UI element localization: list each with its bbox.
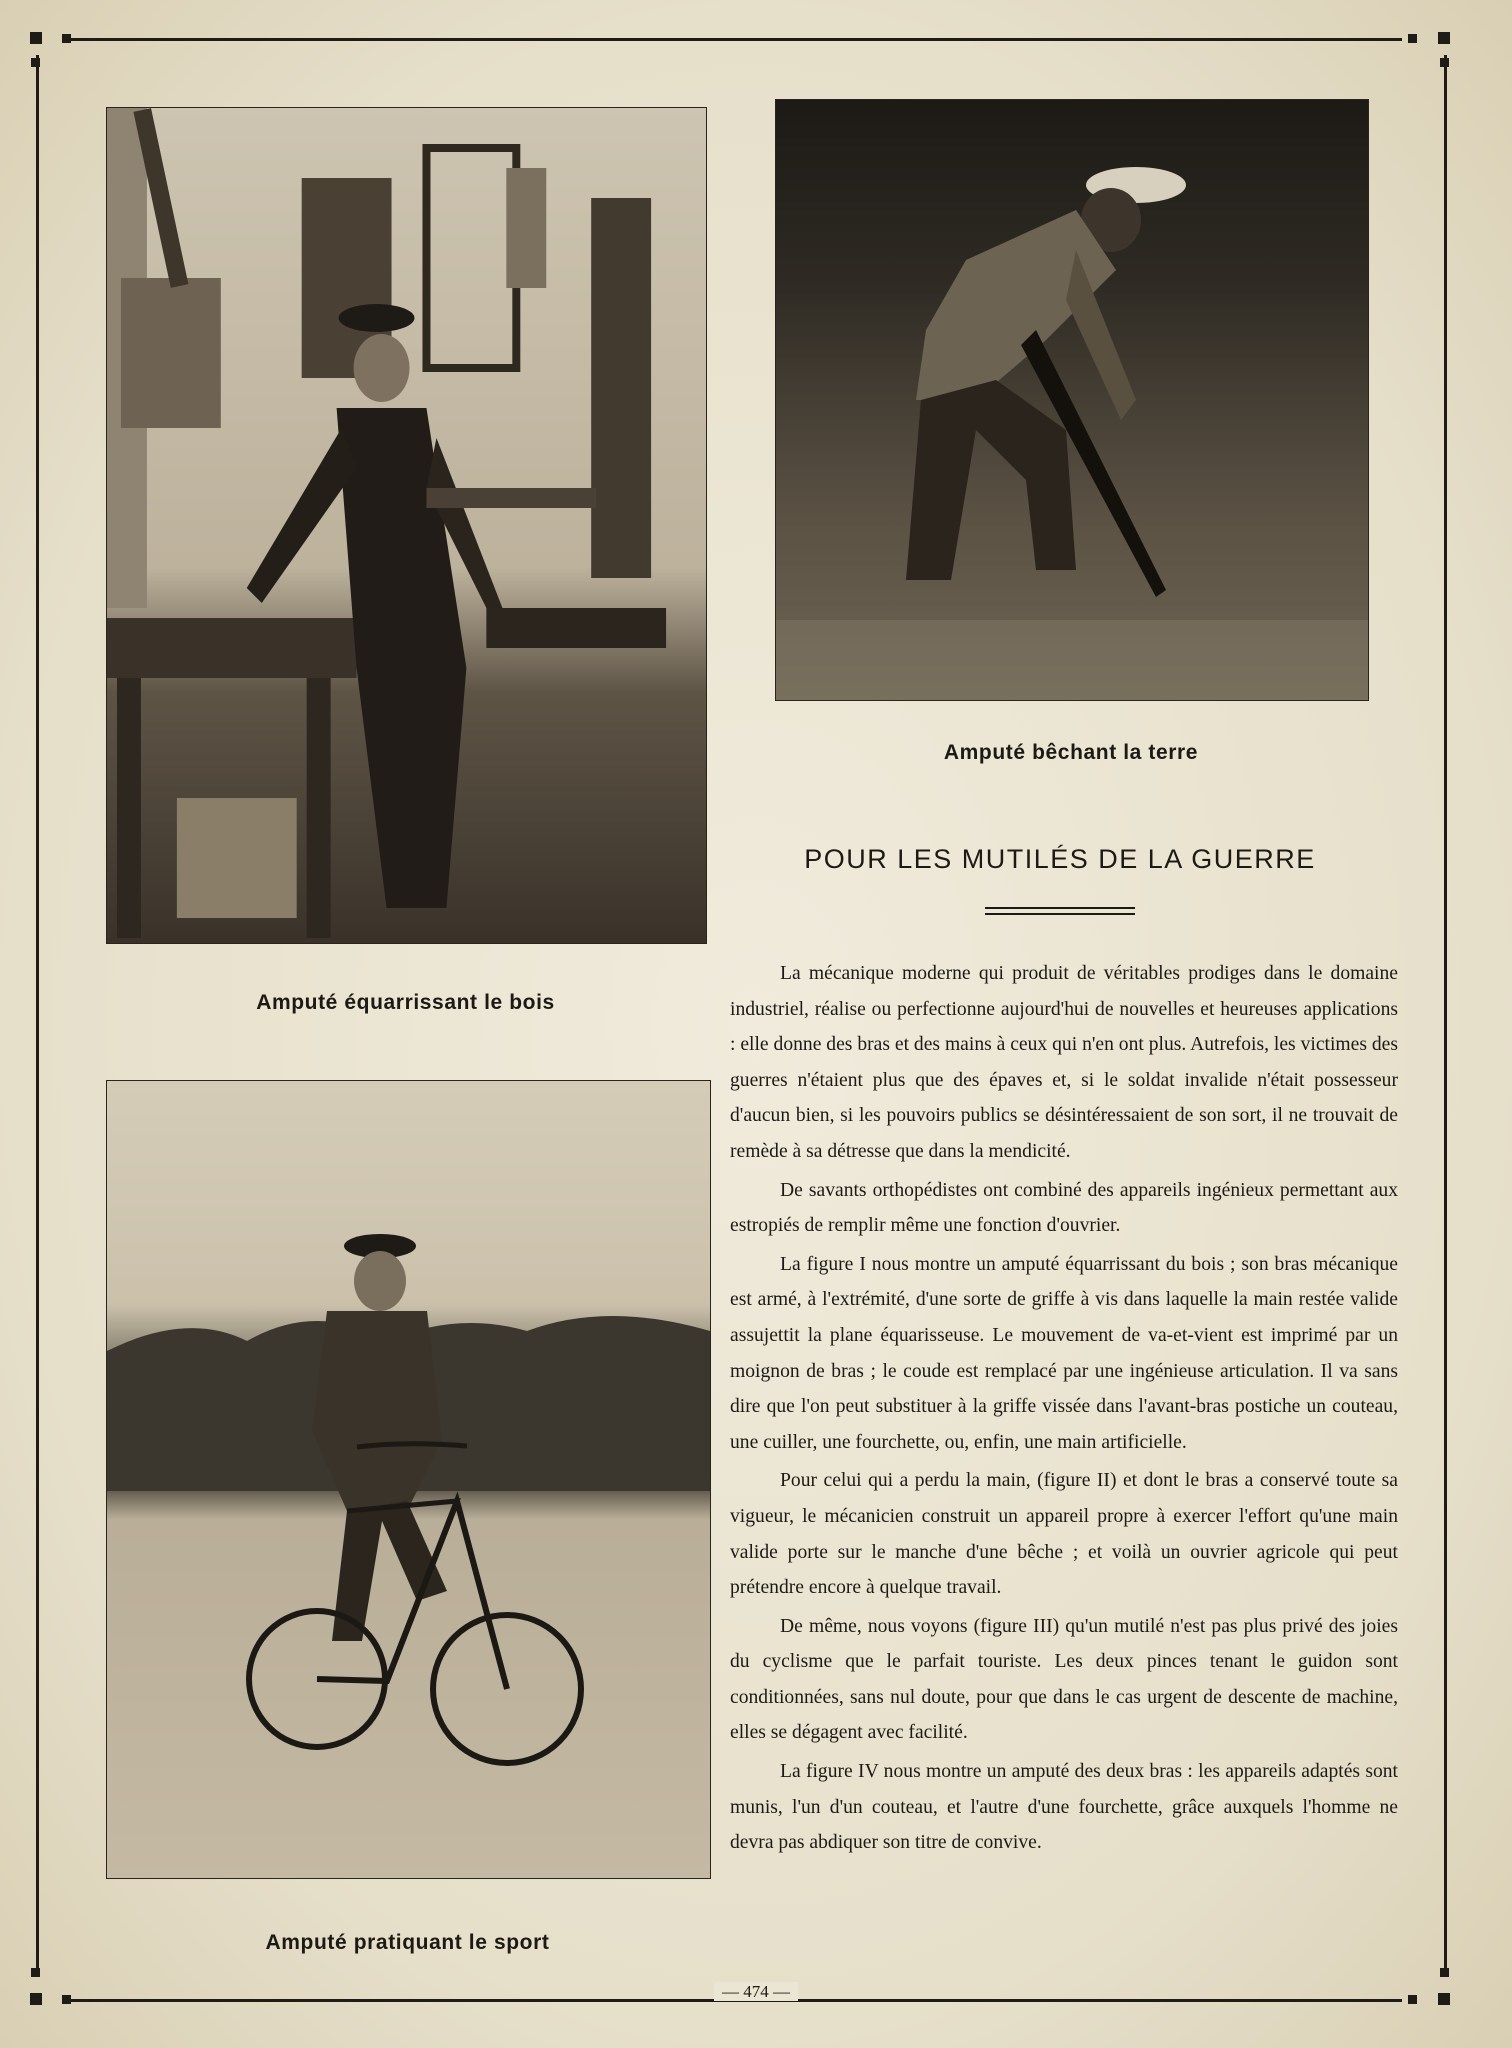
frame-corner-ornament: [1440, 58, 1449, 67]
article-paragraph: De savants orthopédistes ont combiné des appareils ingénieux permettant aux estropiés de remplir même une fonction d'ouvrier.: [730, 1179, 1398, 1237]
photo-amputee-woodworking: [106, 107, 707, 944]
article-title: POUR LES MUTILÉS DE LA GUERRE: [804, 844, 1316, 874]
title-rule-top: [985, 907, 1135, 909]
caption-photo-2: Amputé bêchant la terre: [943, 741, 1199, 764]
frame-corner-ornament: [30, 32, 42, 44]
frame-corner-ornament: [1438, 32, 1450, 44]
frame-corner-ornament: [1440, 1968, 1449, 1977]
frame-left-rule: [36, 55, 39, 1973]
caption-photo-1: Amputé équarrissant le bois: [256, 991, 555, 1014]
article-paragraph: La figure IV nous montre un amputé des deux bras : les appareils adaptés sont munis, l'un d'un couteau, et l'autre d'une fourchette, grâce auxquels l'homme ne devra pas abdiquer son titre de convive.: [730, 1761, 1398, 1854]
photo-amputee-digging: [775, 99, 1369, 701]
photo-amputee-cycling: [106, 1080, 711, 1879]
article-paragraph: De même, nous voyons (figure III) qu'un mutilé n'est pas plus privé des joies du cyclisme que le parfait touriste. Les deux pinces tenant le guidon sont conditionnées, sans nul doute, pour que dans le cas urgent de descente de machine, elles se dégagent avec facilité.: [730, 1615, 1398, 1744]
page-number-wrap: [0, 1982, 1512, 2002]
article-paragraph: La figure I nous montre un amputé équarrissant du bois ; son bras mécanique est armé, à l'extrémité, d'une sorte de griffe à vis dans laquelle la main restée valide assujettit la plane équarisseuse. Le mouvement de va-et-vient est imprimé par un moignon de bras ; le coude est remplacé par une ingénieuse articulation. Il va sans dire que l'on peut substituer à la griffe vissée dans l'avant-bras postiche un couteau, une cuiller, une fourchette, ou, enfin, une main artificielle.: [730, 1253, 1398, 1453]
title-rule-bottom: [985, 913, 1135, 915]
frame-corner-ornament: [31, 58, 40, 67]
caption-photo-3: Amputé pratiquant le sport: [265, 1931, 550, 1954]
page-number: — 474 —: [714, 1982, 798, 2001]
frame-top-rule: [62, 38, 1402, 41]
frame-right-rule: [1444, 55, 1447, 1973]
article-paragraph: Pour celui qui a perdu la main, (figure II) et dont le bras a conservé toute sa vigueur, le mécanicien construit un appareil propre à exercer l'effort qu'une main valide porte sur le manche d'une bêche ; et voilà un ouvrier agricole qui peut prétendre encore à quelque travail.: [730, 1470, 1398, 1599]
frame-corner-ornament: [1408, 34, 1417, 43]
frame-corner-ornament: [62, 34, 71, 43]
article-paragraph: La mécanique moderne qui produit de véritables prodiges dans le domaine industriel, réalise ou perfectionne aujourd'hui de nouvelles et heureuses applications : elle donne des bras et des mains à ceux qui n'en ont plus. Autrefois, les victimes des guerres n'étaient plus que des épaves et, si le soldat invalide n'était possesseur d'aucun bien, si les pouvoirs publics se désintéressaient de son sort, il ne trouvait de remède à sa détresse que dans la mendicité.: [730, 963, 1398, 1162]
frame-corner-ornament: [31, 1968, 40, 1977]
article-body: [730, 956, 1398, 1864]
